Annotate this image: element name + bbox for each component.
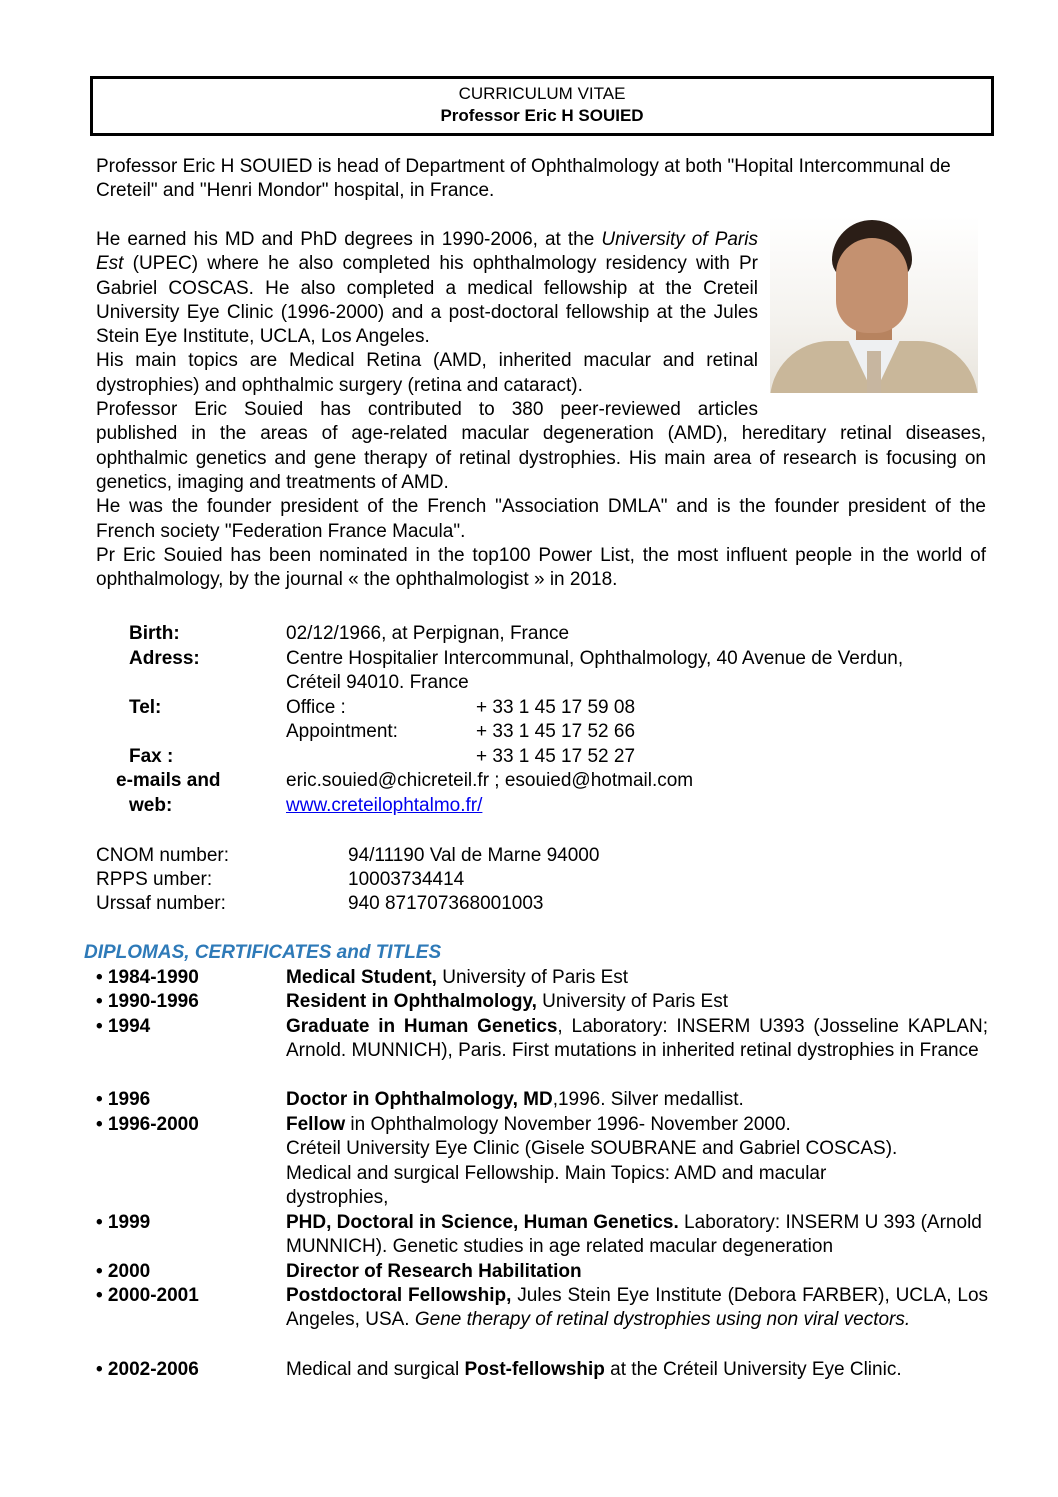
cv-heading: CURRICULUM VITAE: [458, 84, 626, 103]
diploma-year: • 1996: [96, 1089, 151, 1110]
office-label: Office :: [286, 697, 346, 718]
diploma-text: Fellow in Ophthalmology November 1996- November 2000. Créteil University Eye Clinic (Gisele SOUBRANE and Gabriel COSCAS). Medical and surgical Fellowship. Main Topics: AMD and macular dystrophies,: [286, 1114, 898, 1208]
bio-paragraph-publications-start: Professor Eric Souied has contributed to 380 peer-reviewed articles: [96, 399, 758, 421]
diploma-text: Graduate in Human Genetics, Laboratory: INSERM U393 (Josseline KAPLAN; Arnold. MUNNICH), Paris. First mutations in inherited retinal dystrophies in France: [286, 1016, 988, 1062]
diploma-text: Doctor in Ophthalmology, MD,1996. Silver medallist.: [286, 1089, 744, 1110]
website-link[interactable]: www.creteilophtalmo.fr/: [286, 795, 483, 816]
urssaf-label: Urssaf number:: [96, 893, 226, 914]
tel-label: Tel:: [129, 697, 162, 718]
biography: [96, 228, 986, 592]
web-label: web:: [129, 795, 173, 816]
diploma-text: Postdoctoral Fellowship, Jules Stein Eye Institute (Debora FARBER), UCLA, Los Angeles, USA. Gene therapy of retinal dystrophies using non viral vectors.: [286, 1285, 989, 1331]
cnom-value: 94/11190 Val de Marne 94000: [348, 845, 600, 866]
bio-paragraph-award: Pr Eric Souied has been nominated in the top100 Power List, the most influent people in the world of ophthalmology, by the journal « the ophthalmologist » in 2018.: [96, 544, 986, 591]
email-value: eric.souied@chicreteil.fr ; esouied@hotmail.com: [286, 770, 694, 791]
diploma-text: PHD, Doctoral in Science, Human Genetics. Laboratory: INSERM U 393 (Arnold MUNNICH). Genetic studies in age related macular degeneration: [286, 1212, 982, 1258]
diploma-year: • 1999: [96, 1212, 151, 1233]
diploma-year: • 1996-2000: [96, 1114, 199, 1135]
bio-paragraph-education: He earned his MD and PhD degrees in 1990-2006, at the University of Paris Est (UPEC) where he also completed his ophthalmology residency with Pr Gabriel COSCAS. He also completed a medical fellowship at the Creteil University Eye Clinic (1996-2000) and a post-doctoral fellowship at the Jules Stein Eye Institute, UCLA, Los Angeles.: [96, 229, 758, 348]
diploma-year: • 1990-1996: [96, 991, 199, 1012]
birth-label: Birth:: [129, 623, 180, 644]
address-label: Adress:: [129, 648, 200, 669]
birth-value: 02/12/1966, at Perpignan, France: [286, 623, 570, 644]
email-label: e-mails and: [116, 770, 221, 791]
cv-title-box: [90, 76, 994, 136]
diploma-year: • 2000-2001: [96, 1285, 199, 1306]
intro-paragraph: Professor Eric H SOUIED is head of Department of Ophthalmology at both "Hopital Intercommunal de Creteil" and "Henri Mondor" hospital, in France.: [96, 156, 951, 202]
diploma-text: Director of Research Habilitation: [286, 1261, 582, 1282]
fax-value: + 33 1 45 17 52 27: [476, 746, 636, 767]
cnom-label: CNOM number:: [96, 845, 230, 866]
bio-paragraph-publications: published in the areas of age-related macular degeneration (AMD), hereditary retinal diseases, ophthalmic genetics and gene therapy of retinal dystrophies. His main area of research is focusing on genetics, imaging and treatments of AMD.: [96, 423, 986, 493]
cv-name: Professor Eric H SOUIED: [440, 106, 644, 125]
fax-label: Fax :: [129, 746, 174, 767]
address-line-2: Créteil 94010. France: [286, 672, 469, 693]
diploma-year: • 1994: [96, 1016, 151, 1037]
office-phone: + 33 1 45 17 59 08: [476, 697, 636, 718]
address-line-1: Centre Hospitalier Intercommunal, Ophthalmology, 40 Avenue de Verdun,: [286, 648, 904, 669]
appointment-label: Appointment:: [286, 721, 398, 742]
diploma-text: Resident in Ophthalmology, University of Paris Est: [286, 991, 728, 1012]
bio-paragraph-founder: He was the founder president of the French "Association DMLA" and is the founder president of the French society "Federation France Macula".: [96, 496, 986, 542]
rpps-value: 10003734414: [348, 869, 465, 890]
diploma-text: Medical and surgical Post-fellowship at the Créteil University Eye Clinic.: [286, 1359, 902, 1380]
diploma-year: • 1984-1990: [96, 967, 199, 988]
urssaf-value: 940 871707368001003: [348, 893, 544, 914]
diploma-year: • 2002-2006: [96, 1359, 199, 1380]
rpps-label: RPPS umber:: [96, 869, 213, 890]
diploma-text: Medical Student, University of Paris Est: [286, 967, 629, 988]
diplomas-section-title: DIPLOMAS, CERTIFICATES and TITLES: [84, 942, 442, 963]
bio-paragraph-topics: His main topics are Medical Retina (AMD, inherited macular and retinal dystrophies) and ophthalmic surgery (retina and cataract).: [96, 350, 758, 396]
appointment-phone: + 33 1 45 17 52 66: [476, 721, 636, 742]
diploma-year: • 2000: [96, 1261, 151, 1282]
